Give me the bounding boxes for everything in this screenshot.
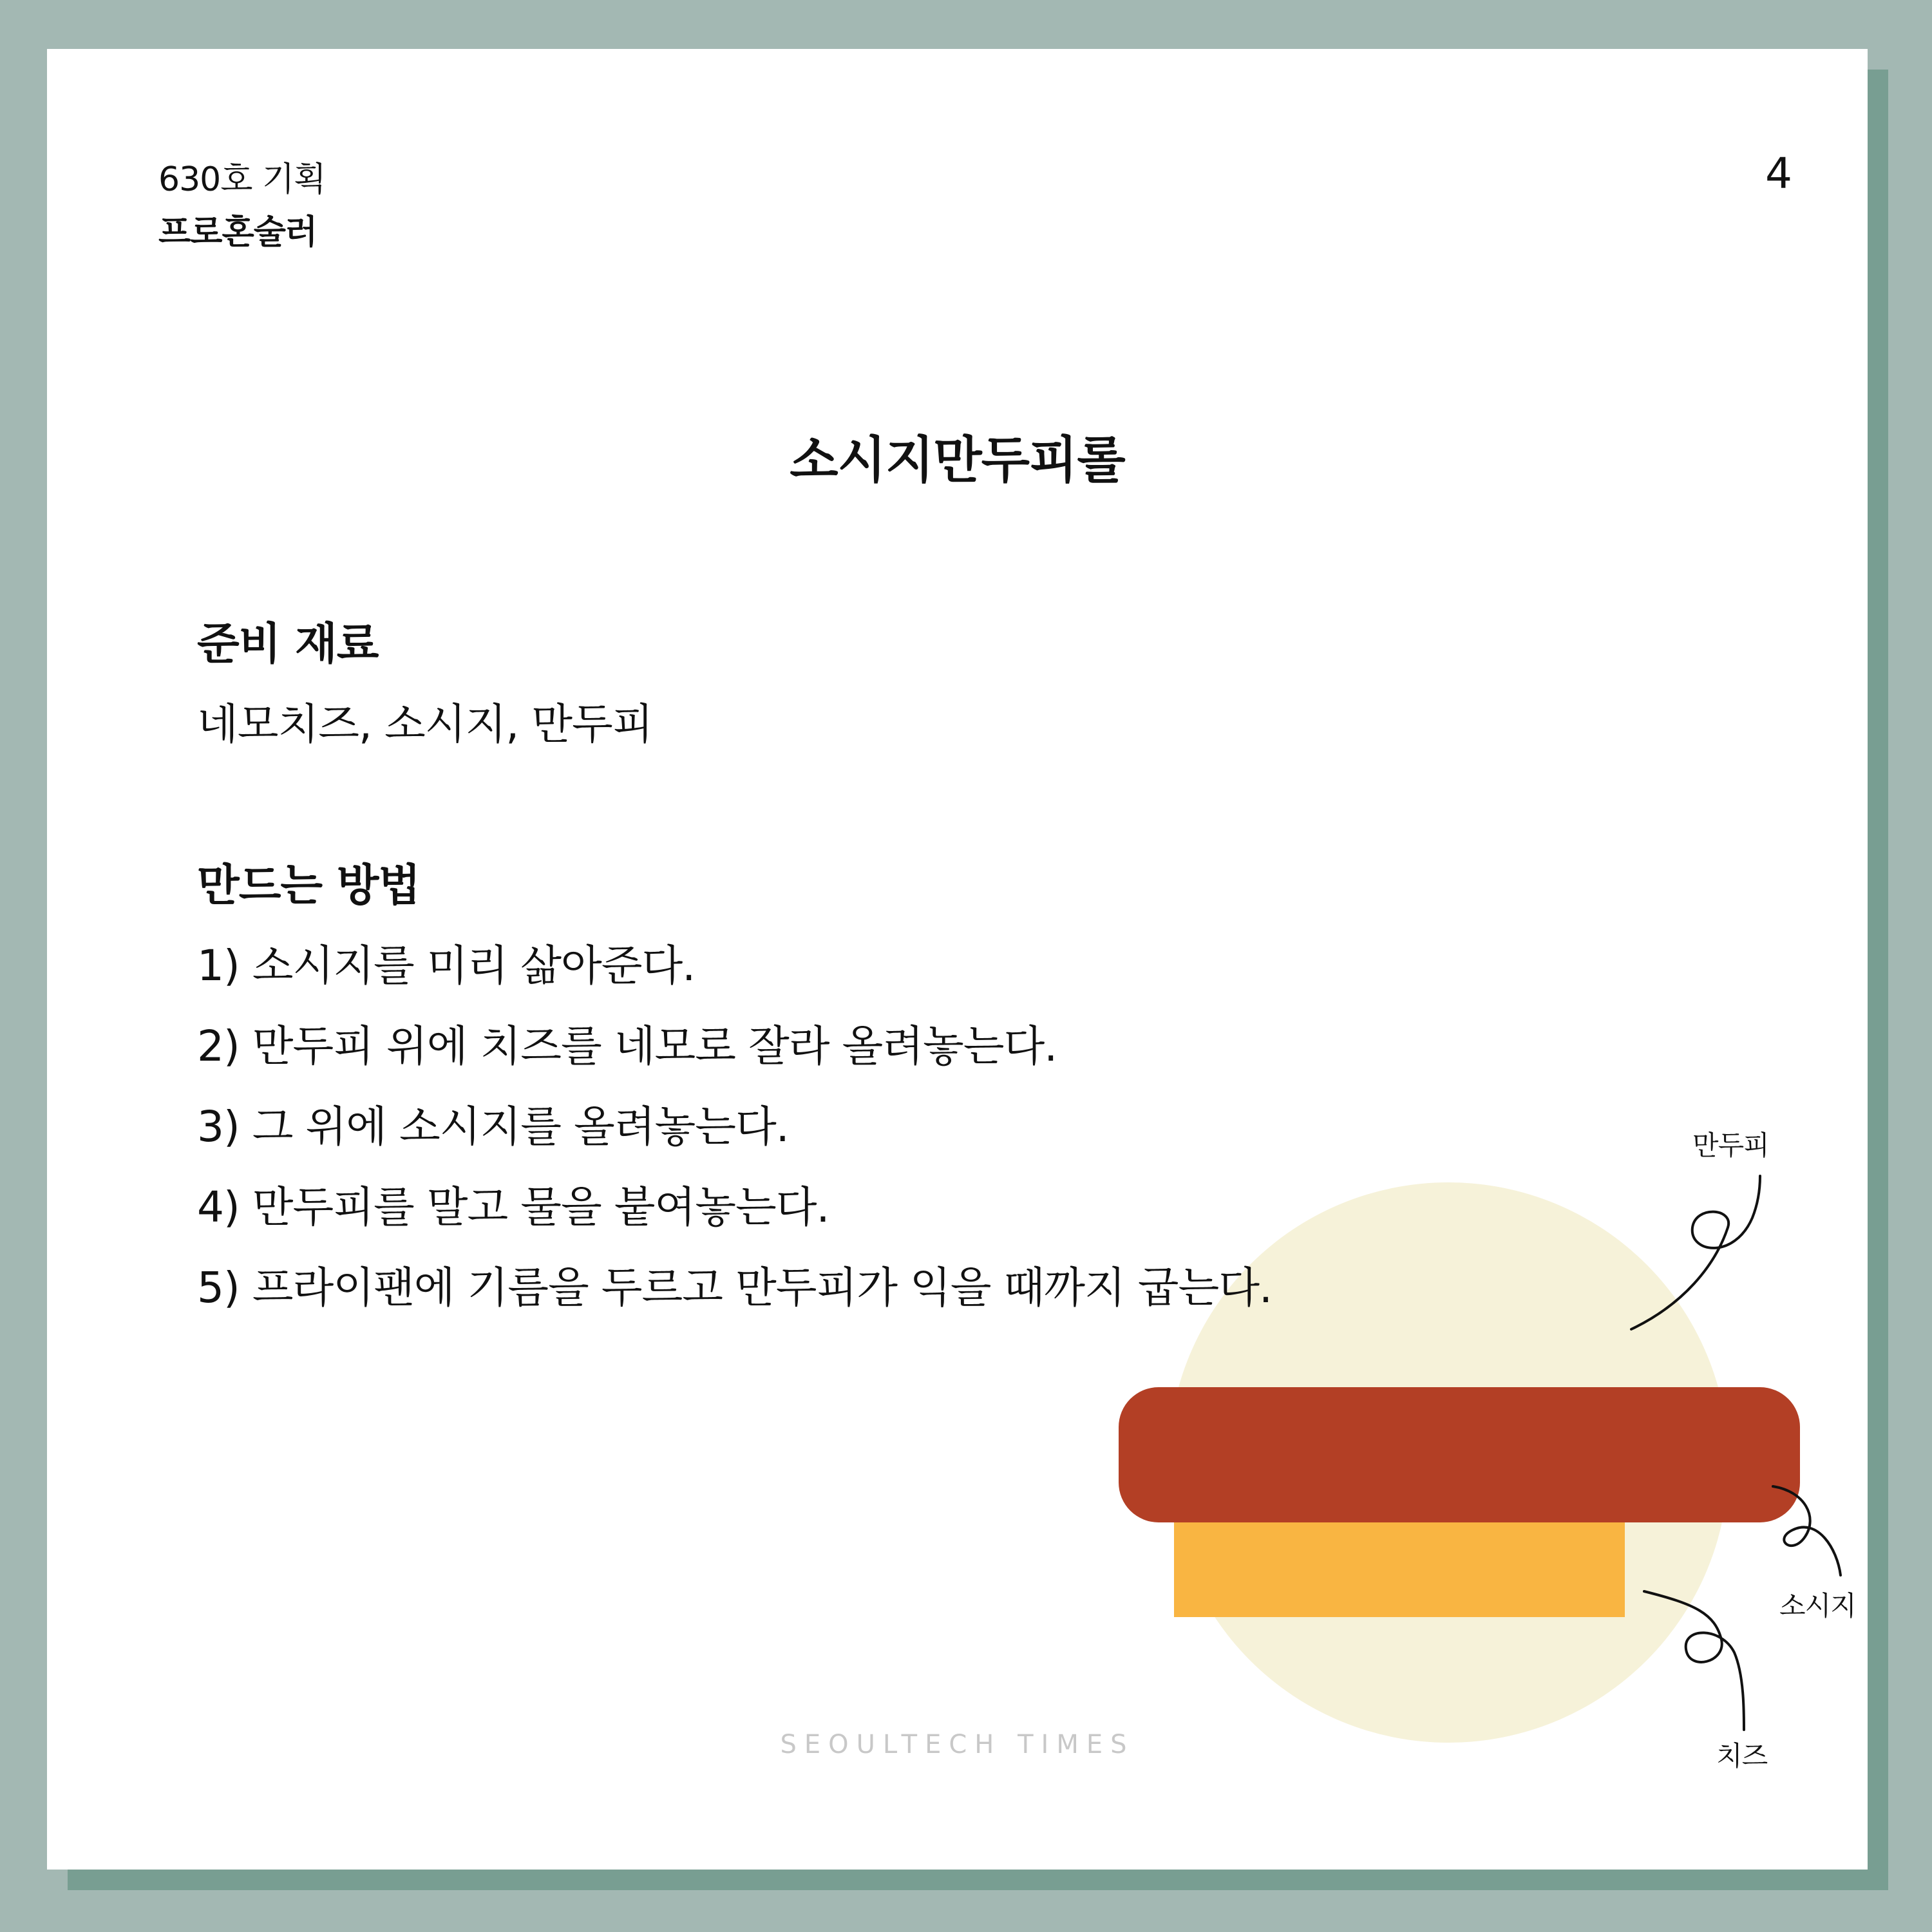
section-label: 프로혼술러: [158, 213, 317, 252]
label-sausage: 소시지: [1779, 1590, 1856, 1622]
method-step-1: 1) 소시지를 미리 삶아준다.: [197, 941, 696, 990]
sausage: [1119, 1387, 1800, 1522]
ingredients-text: 네모치즈, 소시지, 만두피: [197, 699, 653, 749]
label-wrapper: 만두피: [1692, 1130, 1769, 1161]
footer-brand: SEOULTECH TIMES: [780, 1730, 1135, 1759]
cheese-slice: [1174, 1511, 1625, 1617]
page-title: 소시지만두피롤: [790, 431, 1125, 489]
label-cheese: 치즈: [1716, 1740, 1768, 1772]
method-step-4: 4) 만두피를 말고 물을 붙여놓는다.: [197, 1182, 829, 1232]
issue-label: 630호 기획: [158, 160, 326, 199]
method-heading: 만드는 방법: [197, 860, 421, 911]
method-step-2: 2) 만두피 위에 치즈를 네모로 잘라 올려놓는다.: [197, 1021, 1057, 1071]
page-number: 4: [1765, 149, 1792, 198]
method-step-3: 3) 그 위에 소시지를 올려놓는다.: [197, 1102, 789, 1151]
ingredients-heading: 준비 재료: [197, 619, 379, 670]
method-step-5: 5) 프라이팬에 기름을 두르고 만두피가 익을 때까지 굽는다.: [197, 1263, 1272, 1312]
page-card: [47, 49, 1868, 1870]
